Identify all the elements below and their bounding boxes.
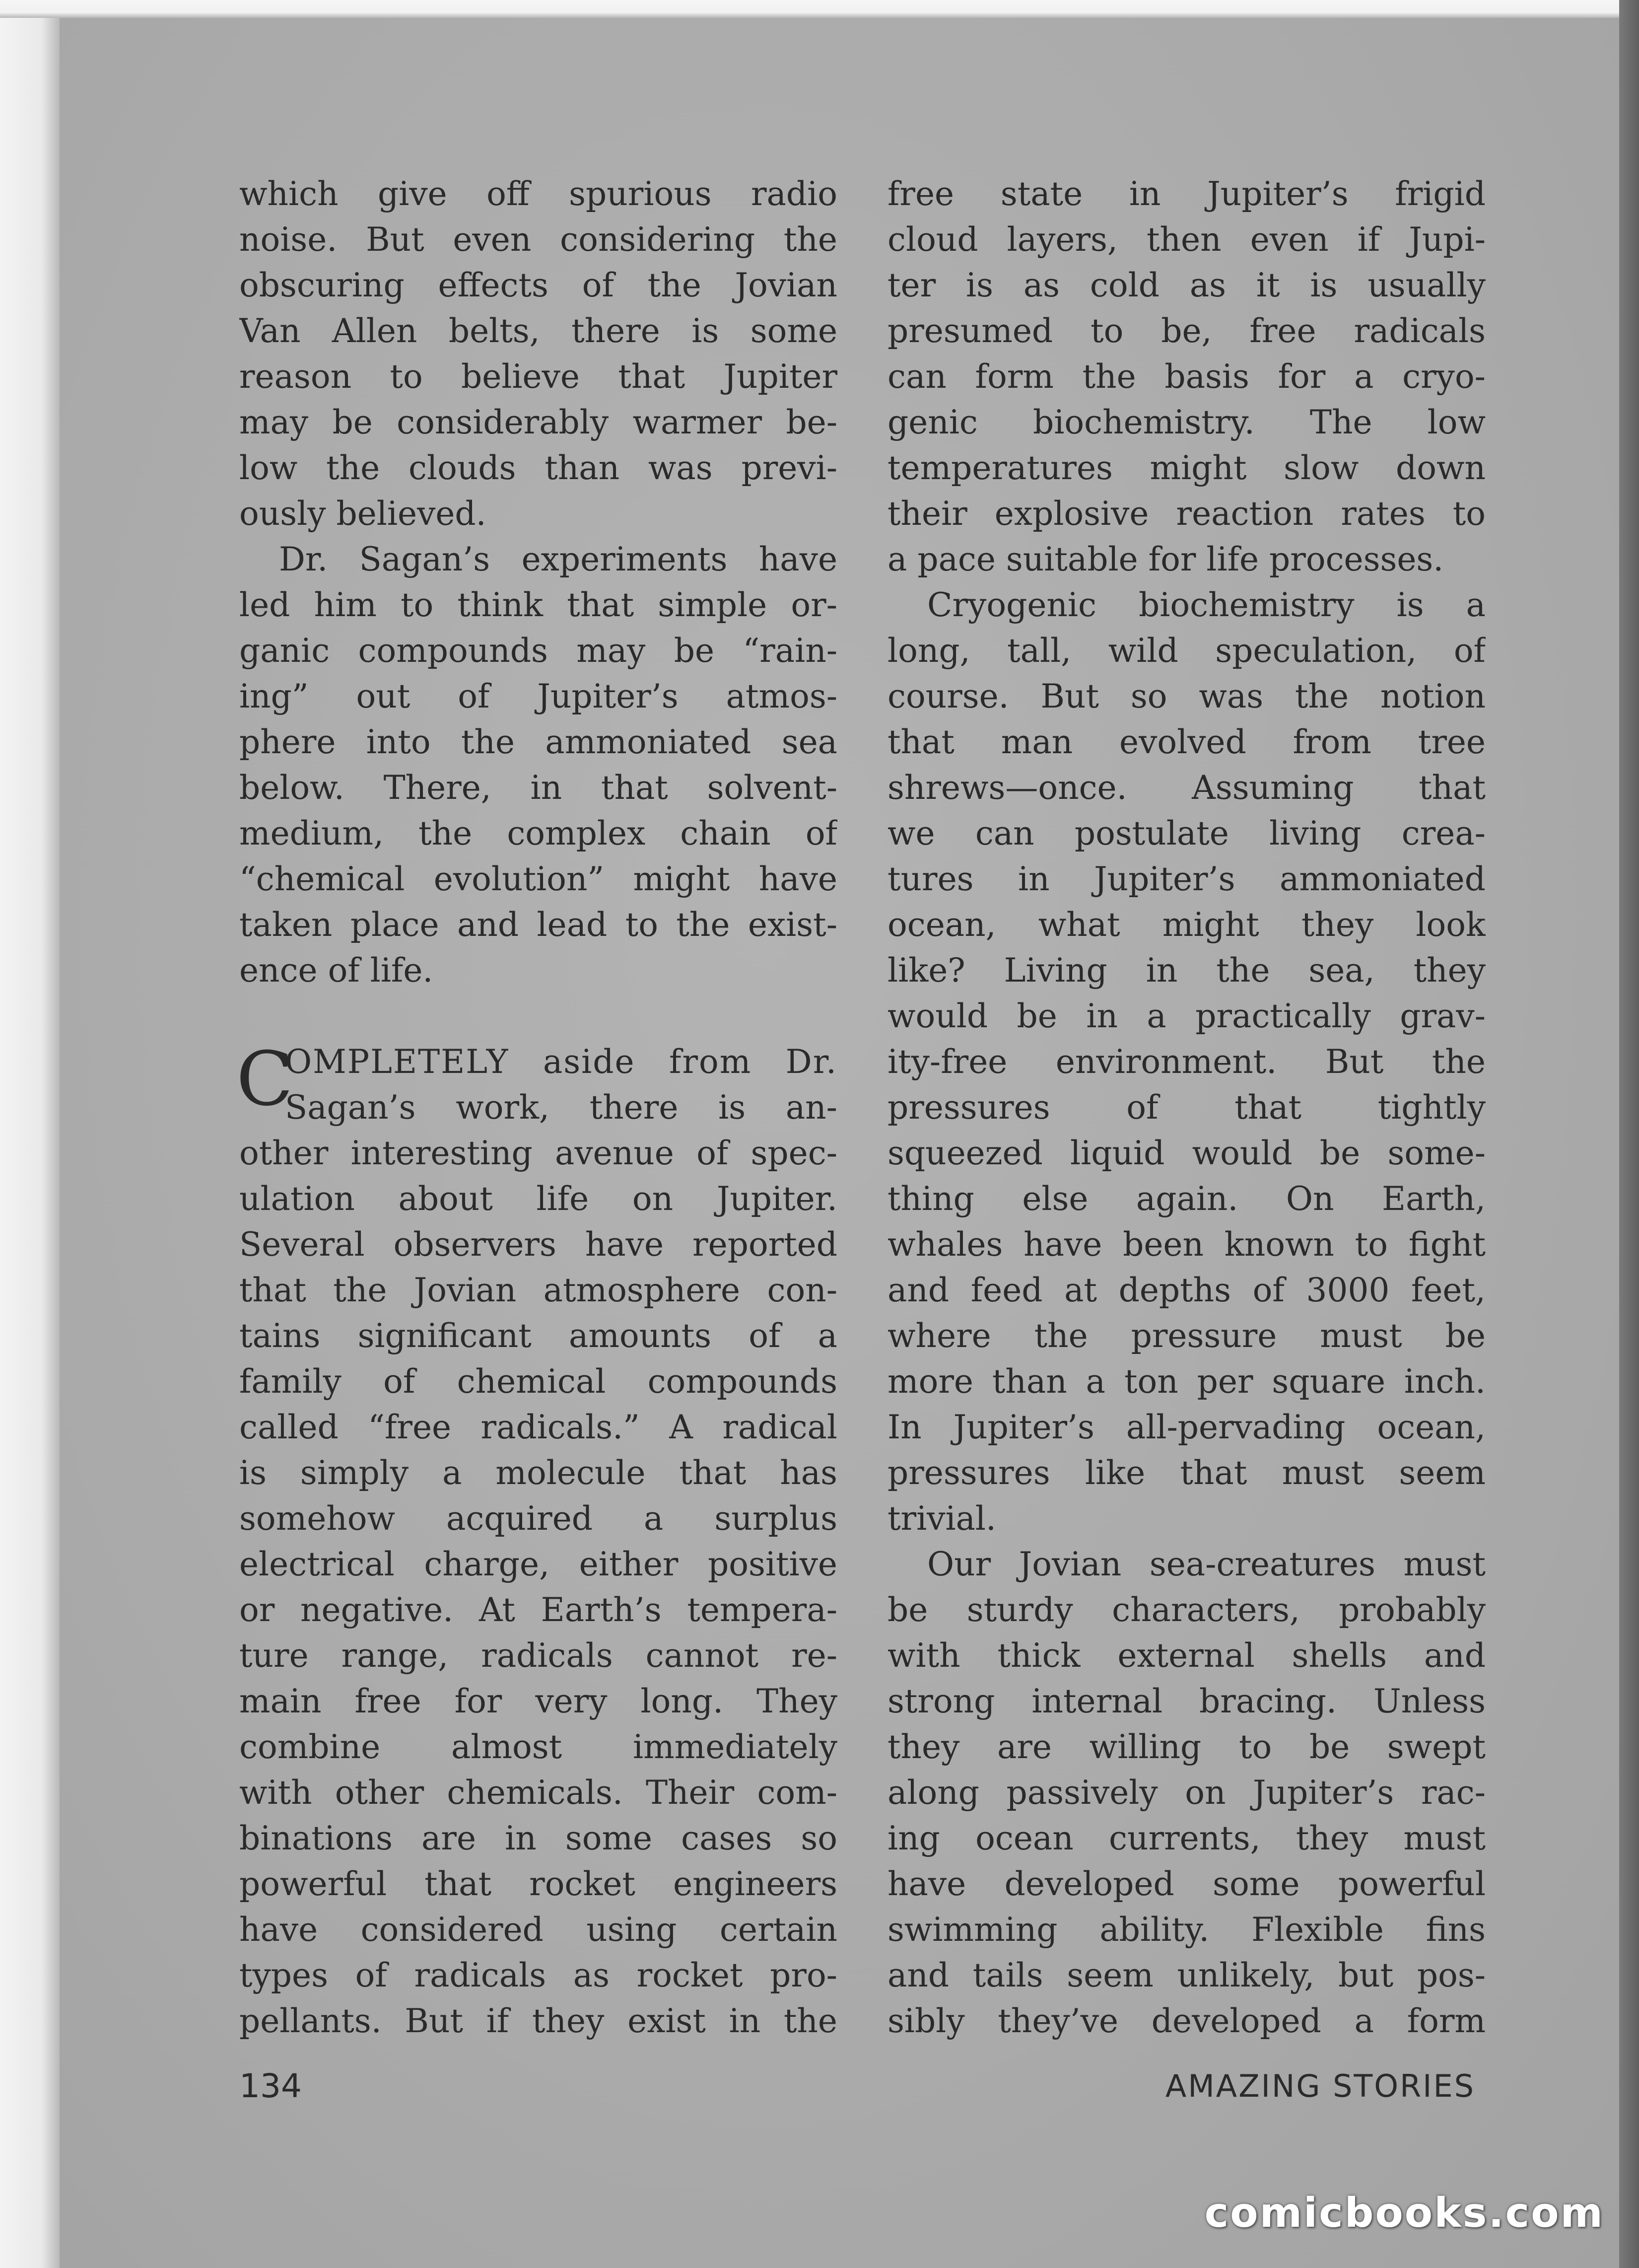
- text-line: ulation about life on Jupiter.: [239, 1180, 837, 1218]
- running-title: AMAZING STORIES: [1165, 2068, 1475, 2104]
- text-line: medium, the complex chain of: [239, 814, 837, 852]
- text-line: pressures of that tightly: [888, 1088, 1486, 1127]
- text-line: with thick external shells and: [888, 1636, 1486, 1675]
- text-line: swimming ability. Flexible fins: [888, 1911, 1486, 1949]
- text-line: whales have been known to fight: [888, 1225, 1486, 1264]
- text-line: like? Living in the sea, they: [888, 951, 1486, 990]
- text-line: “chemical evolution” might have: [239, 860, 837, 898]
- text-line: combine almost immediately: [239, 1728, 837, 1766]
- text-line: Cryogenic biochemistry is a: [927, 586, 1486, 624]
- scan-right-shadow: [1619, 0, 1639, 2268]
- text-line: genic biochemistry. The low: [888, 403, 1486, 441]
- text-line: electrical charge, either positive: [239, 1545, 837, 1583]
- text-line: thing else again. On Earth,: [888, 1180, 1486, 1218]
- text-line: types of radicals as rocket pro-: [239, 1956, 837, 1994]
- text-line: tures in Jupiter’s ammoniated: [888, 860, 1486, 898]
- text-line: we can postulate living crea-: [888, 814, 1486, 852]
- text-line: and feed at depths of 3000 feet,: [888, 1271, 1486, 1309]
- text-line: more than a ton per square inch.: [888, 1362, 1486, 1401]
- page-number: 134: [239, 2067, 302, 2105]
- text-line: ence of life.: [239, 951, 433, 990]
- drop-cap: C: [236, 1036, 293, 1123]
- text-line: ously believed.: [239, 495, 486, 533]
- text-line: they are willing to be swept: [888, 1728, 1486, 1766]
- text-line: ing ocean currents, they must: [888, 1819, 1486, 1857]
- text-line: low the clouds than was previ-: [239, 449, 837, 487]
- text-line: or negative. At Earth’s tempera-: [239, 1591, 837, 1629]
- text-line: somehow acquired a surplus: [239, 1499, 837, 1538]
- text-line: OMPLETELY aside from Dr.: [285, 1043, 837, 1081]
- text-line: ing” out of Jupiter’s atmos-: [239, 677, 837, 715]
- text-line: obscuring effects of the Jovian: [239, 266, 837, 304]
- text-line: strong internal bracing. Unless: [888, 1682, 1486, 1720]
- left-text-column: [236, 171, 837, 2044]
- section-opening: [236, 1036, 837, 1131]
- text-line: be sturdy characters, probably: [888, 1591, 1486, 1629]
- text-line: taken place and lead to the exist-: [239, 906, 837, 944]
- text-line: free state in Jupiter’s frigid: [888, 175, 1486, 213]
- text-line: tains significant amounts of a: [239, 1317, 837, 1355]
- text-line: Sagan’s work, there is an-: [285, 1088, 837, 1127]
- text-line: main free for very long. They: [239, 1682, 837, 1720]
- scan-top-margin: [0, 0, 1639, 18]
- text-line: family of chemical compounds: [239, 1362, 837, 1401]
- text-line: phere into the ammoniated sea: [239, 723, 837, 761]
- text-line: and tails seem unlikely, but pos-: [888, 1956, 1486, 1994]
- text-line: binations are in some cases so: [239, 1819, 837, 1857]
- text-line: cloud layers, then even if Jupi-: [888, 220, 1486, 259]
- text-line: that man evolved from tree: [888, 723, 1486, 761]
- text-line: temperatures might slow down: [888, 449, 1486, 487]
- text-line: which give off spurious radio: [239, 175, 837, 213]
- scan-left-margin: [0, 0, 60, 2268]
- text-line: pressures like that must seem: [888, 1454, 1486, 1492]
- text-line: their explosive reaction rates to: [888, 495, 1486, 533]
- text-line: pellants. But if they exist in the: [239, 2002, 837, 2040]
- text-line: may be considerably warmer be-: [239, 403, 837, 441]
- text-line: presumed to be, free radicals: [888, 312, 1486, 350]
- text-line: Van Allen belts, there is some: [239, 312, 837, 350]
- text-line: other interesting avenue of spec-: [239, 1134, 837, 1172]
- text-line: along passively on Jupiter’s rac-: [888, 1773, 1486, 1812]
- text-line: powerful that rocket engineers: [239, 1865, 837, 1903]
- text-line: that the Jovian atmosphere con-: [239, 1271, 837, 1309]
- text-line: with other chemicals. Their com-: [239, 1773, 837, 1812]
- text-line: is simply a molecule that has: [239, 1454, 837, 1492]
- text-line: called “free radicals.” A radical: [239, 1408, 837, 1446]
- text-line: Our Jovian sea-creatures must: [927, 1545, 1486, 1583]
- text-line: have considered using certain: [239, 1911, 837, 1949]
- text-line: Dr. Sagan’s experiments have: [279, 540, 837, 578]
- text-line: where the pressure must be: [888, 1317, 1486, 1355]
- text-line: have developed some powerful: [888, 1865, 1486, 1903]
- text-line: trivial.: [888, 1499, 997, 1538]
- text-line: Several observers have reported: [239, 1225, 837, 1264]
- text-line: would be in a practically grav-: [888, 997, 1486, 1035]
- text-line: reason to believe that Jupiter: [239, 357, 837, 396]
- watermark: comicbooks.com: [1204, 2190, 1604, 2237]
- text-line: In Jupiter’s all-pervading ocean,: [888, 1408, 1486, 1446]
- text-line: ter is as cold as it is usually: [888, 266, 1486, 304]
- text-line: ganic compounds may be “rain-: [239, 632, 837, 670]
- text-line: squeezed liquid would be some-: [888, 1134, 1486, 1172]
- text-line: sibly they’ve developed a form: [888, 2002, 1486, 2040]
- text-line: shrews—once. Assuming that: [888, 769, 1486, 807]
- section-break: [239, 993, 837, 1039]
- text-line: ture range, radicals cannot re-: [239, 1636, 837, 1675]
- text-line: below. There, in that solvent-: [239, 769, 837, 807]
- text-line: course. But so was the notion: [888, 677, 1486, 715]
- text-line: long, tall, wild speculation, of: [888, 632, 1486, 670]
- text-line: led him to think that simple or-: [239, 586, 837, 624]
- text-line: a pace suitable for life processes.: [888, 540, 1444, 578]
- text-line: can form the basis for a cryo-: [888, 357, 1486, 396]
- text-line: ity-free environment. But the: [888, 1043, 1486, 1081]
- text-line: noise. But even considering the: [239, 220, 837, 259]
- right-text-column: [888, 171, 1486, 2044]
- text-line: ocean, what might they look: [888, 906, 1486, 944]
